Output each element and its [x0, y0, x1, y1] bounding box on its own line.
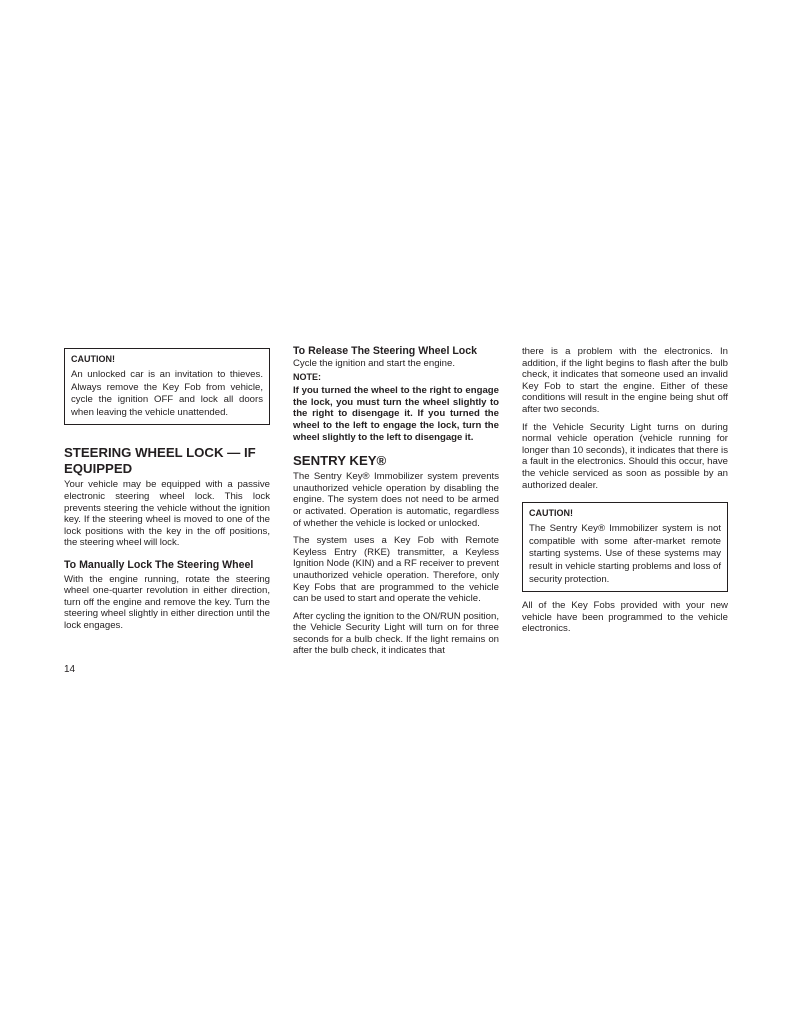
note-label: NOTE:	[293, 372, 321, 383]
steering-lock-heading: STEERING WHEEL LOCK — IF EQUIPPED	[64, 445, 256, 477]
sentry-text-2: The system uses a Key Fob with Remote Keyless Entry (RKE) transmitter, a Keyless Ignition Node (KIN) and a RF receiver to prevent unauthorized vehicle operation. Therefore, only Key Fobs that are programmed to the vehicle can be used to start and operate the vehicle.	[293, 535, 499, 605]
caution-title: CAUTION!	[529, 508, 573, 519]
caution-title: CAUTION!	[71, 354, 115, 364]
page-number: 14	[64, 664, 76, 675]
column-3	[522, 346, 728, 635]
caution-text: The Sentry Key® Immobilizer system is not compatible with some after-market remote starting systems. Use of these systems may result in vehicle starting problems and loss of security protection.	[529, 523, 721, 585]
electronics-text-2: If the Vehicle Security Light turns on during normal vehicle operation (vehicle running for longer than 10 seconds), it indicates that there is a fault in the electronics. Should this occur, have the vehicle serviced as soon as possible by an authorized dealer.	[522, 421, 728, 491]
sentry-text-3: After cycling the ignition to the ON/RUN position, the Vehicle Security Light will turn on for three seconds for a bulb check. If the light remains on after the bulb check, it indicates that	[293, 610, 499, 657]
release-lock-text: Cycle the ignition and start the engine.	[293, 357, 455, 369]
caution-box-remote-start	[522, 502, 728, 592]
key-fobs-text: All of the Key Fobs provided with your new vehicle have been programmed to the vehicle electronics.	[522, 600, 728, 635]
column-1	[64, 346, 270, 632]
note-text: If you turned the wheel to the right to engage the lock, you must turn the wheel slightly to the right to disengage it. If you turned the wheel to the left to engage the lock, turn the wheel slightly to the left to disengage it.	[293, 385, 499, 443]
manual-lock-text: With the engine running, rotate the steering wheel one-quarter revolution in either direction, turn off the engine and remove the key. Turn the steering wheel slightly in either direction until the lock engages.	[64, 573, 270, 631]
sentry-key-heading: SENTRY KEY®	[293, 453, 387, 469]
caution-text: An unlocked car is an invitation to thieves. Always remove the Key Fob from vehicle, cycle the ignition OFF and lock all doors when leaving the vehicle unattended.	[71, 369, 263, 418]
caution-box-theft	[64, 348, 270, 425]
steering-lock-text: Your vehicle may be equipped with a passive electronic steering wheel lock. This lock prevents steering the vehicle without the ignition key. If the steering wheel is moved to one of the lock positions with the key in the off positions, the steering wheel will lock.	[64, 479, 270, 549]
release-lock-heading: To Release The Steering Wheel Lock	[293, 345, 478, 357]
column-2	[293, 346, 499, 657]
sentry-text-1: The Sentry Key® Immobilizer system prevents unauthorized vehicle operation by disabling the engine. The system does not need to be armed or activated. Operation is automatic, regardless of whether the vehicle is locked or unlocked.	[293, 471, 499, 529]
electronics-text-1: there is a problem with the electronics. In addition, if the light begins to flash after the bulb check, it indicates that someone used an invalid Key Fob to start the engine. Either of these conditions will result in the engine being shut off after two seconds.	[522, 346, 728, 415]
manual-lock-heading: To Manually Lock The Steering Wheel	[64, 558, 254, 571]
